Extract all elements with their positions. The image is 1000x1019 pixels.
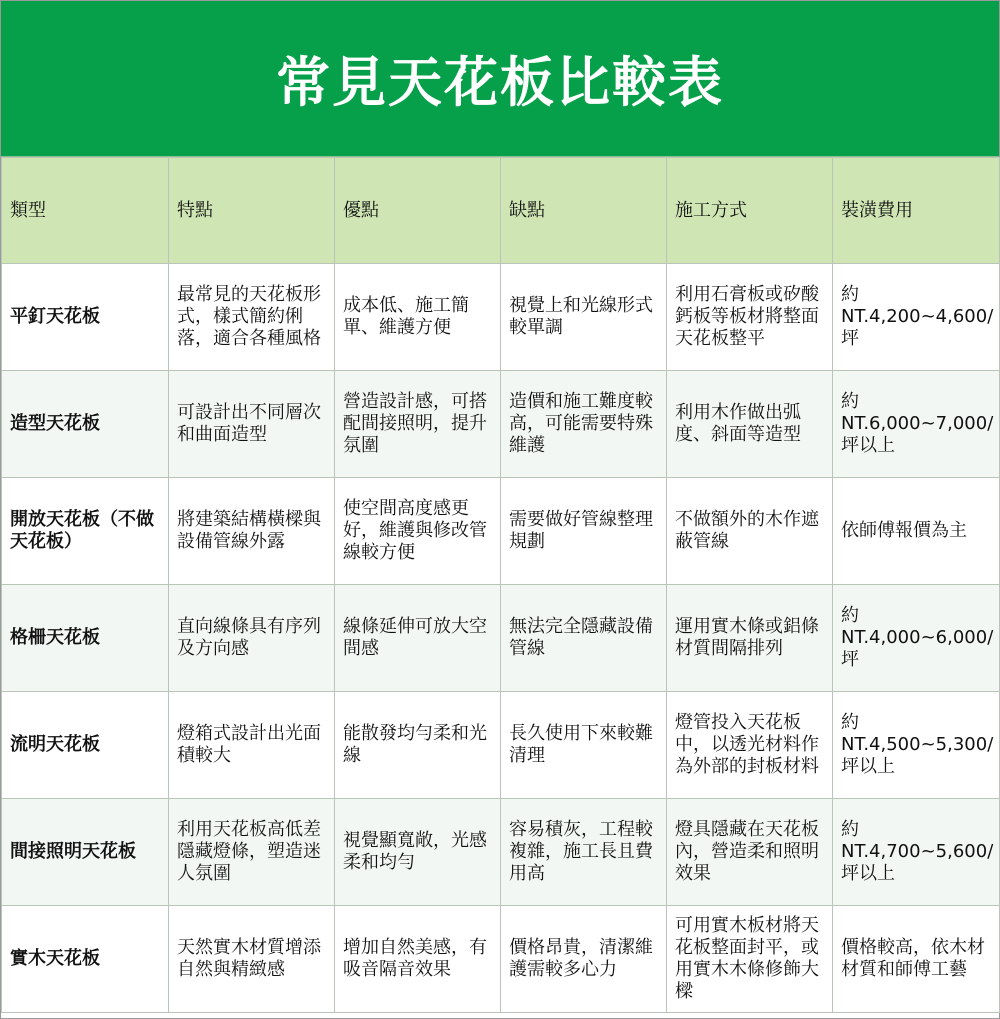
comparison-table <box>1 157 1000 1013</box>
type-cell: 流明天花板 <box>2 692 169 799</box>
cost-cell: 約NT.4,200~4,600/坪 <box>833 264 1000 371</box>
table-row <box>2 371 1000 478</box>
cons-cell: 無法完全隱藏設備管線 <box>501 585 667 692</box>
pros-cell: 成本低、施工簡單、維護方便 <box>335 264 501 371</box>
method-cell: 運用實木條或鋁條材質間隔排列 <box>667 585 833 692</box>
type-cell: 造型天花板 <box>2 371 169 478</box>
pros-cell: 營造設計感，可搭配間接照明，提升氛圍 <box>335 371 501 478</box>
column-header-method: 施工方式 <box>667 158 833 264</box>
table-row <box>2 264 1000 371</box>
cost-cell: 約NT.4,000~6,000/坪 <box>833 585 1000 692</box>
column-header-cost: 裝潢費用 <box>833 158 1000 264</box>
cons-cell: 需要做好管線整理規劃 <box>501 478 667 585</box>
title-banner <box>1 1 999 157</box>
method-cell: 燈具隱藏在天花板內，營造柔和照明效果 <box>667 799 833 906</box>
features-cell: 直向線條具有序列及方向感 <box>169 585 335 692</box>
type-cell: 開放天花板（不做天花板） <box>2 478 169 585</box>
type-cell: 實木天花板 <box>2 906 169 1013</box>
table-row <box>2 906 1000 1013</box>
column-header-type: 類型 <box>2 158 169 264</box>
pros-cell: 視覺顯寬敞，光感柔和均勻 <box>335 799 501 906</box>
features-cell: 最常見的天花板形式，樣式簡約俐落，適合各種風格 <box>169 264 335 371</box>
cons-cell: 長久使用下來較難清理 <box>501 692 667 799</box>
cost-cell: 價格較高，依木材材質和師傅工藝 <box>833 906 1000 1013</box>
column-header-cons: 缺點 <box>501 158 667 264</box>
features-cell: 利用天花板高低差隱藏燈條，塑造迷人氛圍 <box>169 799 335 906</box>
method-cell: 利用木作做出弧度、斜面等造型 <box>667 371 833 478</box>
features-cell: 天然實木材質增添自然與精緻感 <box>169 906 335 1013</box>
column-header-features: 特點 <box>169 158 335 264</box>
method-cell: 燈管投入天花板中，以透光材料作為外部的封板材料 <box>667 692 833 799</box>
table-row <box>2 799 1000 906</box>
method-cell: 利用石膏板或矽酸鈣板等板材將整面天花板整平 <box>667 264 833 371</box>
pros-cell: 線條延伸可放大空間感 <box>335 585 501 692</box>
pros-cell: 能散發均勻柔和光線 <box>335 692 501 799</box>
table-row <box>2 478 1000 585</box>
cost-cell: 約NT.4,500~5,300/坪以上 <box>833 692 1000 799</box>
pros-cell: 增加自然美感，有吸音隔音效果 <box>335 906 501 1013</box>
table-row <box>2 692 1000 799</box>
header-row <box>2 158 1000 264</box>
table-row <box>2 585 1000 692</box>
type-cell: 間接照明天花板 <box>2 799 169 906</box>
features-cell: 可設計出不同層次和曲面造型 <box>169 371 335 478</box>
cons-cell: 價格昂貴，清潔維護需較多心力 <box>501 906 667 1013</box>
features-cell: 將建築結構橫樑與設備管線外露 <box>169 478 335 585</box>
method-cell: 可用實木板材將天花板整面封平，或用實木木條修飾大樑 <box>667 906 833 1013</box>
cost-cell: 約NT.4,700~5,600/坪以上 <box>833 799 1000 906</box>
type-cell: 平釘天花板 <box>2 264 169 371</box>
pros-cell: 使空間高度感更好，維護與修改管線較方便 <box>335 478 501 585</box>
column-header-pros: 優點 <box>335 158 501 264</box>
cost-cell: 依師傅報價為主 <box>833 478 1000 585</box>
features-cell: 燈箱式設計出光面積較大 <box>169 692 335 799</box>
cons-cell: 容易積灰，工程較複雜，施工長且費用高 <box>501 799 667 906</box>
page-title: 常見天花板比較表 <box>276 51 724 114</box>
type-cell: 格柵天花板 <box>2 585 169 692</box>
method-cell: 不做額外的木作遮蔽管線 <box>667 478 833 585</box>
cons-cell: 視覺上和光線形式較單調 <box>501 264 667 371</box>
cons-cell: 造價和施工難度較高，可能需要特殊維護 <box>501 371 667 478</box>
cost-cell: 約NT.6,000~7,000/坪以上 <box>833 371 1000 478</box>
